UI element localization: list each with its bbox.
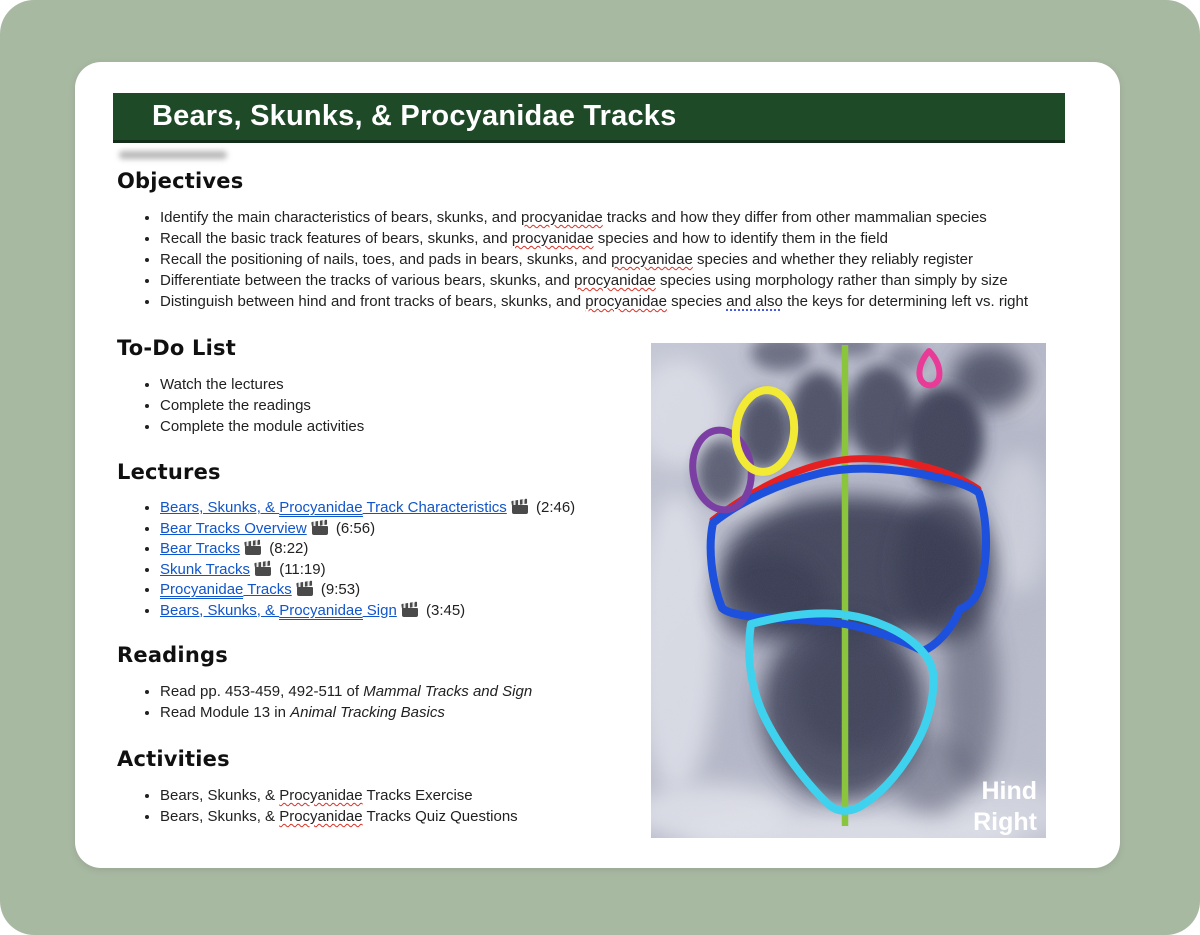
- lecture-link[interactable]: Bears, Skunks, &: [160, 499, 280, 516]
- title-banner: [113, 93, 1065, 143]
- clapperboard-icon: [402, 603, 418, 617]
- text-segment: Complete the readings: [160, 397, 311, 414]
- track-caption-hind: Hind: [981, 777, 1037, 805]
- text-segment: species: [666, 293, 727, 310]
- track-caption-right: Right: [973, 808, 1037, 836]
- lecture-link[interactable]: Skunk Tracks: [160, 560, 251, 578]
- objective-item: [160, 291, 1079, 312]
- lecture-link[interactable]: Procyanidae: [279, 499, 363, 516]
- text-segment: Distinguish between hind and front tracks of bears, skunks, and: [160, 293, 586, 310]
- snow-grain: [651, 343, 1046, 838]
- page-title: Bears, Skunks, & Procyanidae Tracks: [152, 100, 677, 132]
- banner-shadow-smudge: [119, 151, 227, 159]
- text-segment: Differentiate between the tracks of various bears, skunks, and: [160, 272, 575, 289]
- text-segment: Identify the main characteristics of bears, skunks, and: [160, 209, 522, 226]
- track-photo: [651, 343, 1046, 838]
- text-segment: Read Module 13 in: [160, 704, 291, 721]
- content-card: [75, 62, 1120, 868]
- lecture-link[interactable]: Bear Tracks Overview: [160, 519, 307, 537]
- clapperboard-icon: [512, 500, 528, 514]
- objective-item: [160, 228, 1079, 249]
- text-segment: procyanidae: [574, 272, 656, 289]
- text-segment: procyanidae: [611, 251, 693, 268]
- text-segment: (3:45): [421, 601, 466, 619]
- todo-heading: To-Do List: [117, 336, 236, 360]
- objective-item: [160, 249, 1079, 270]
- text-segment: procyanidae: [585, 293, 667, 310]
- lectures-heading: Lectures: [117, 460, 221, 484]
- activities-heading: Activities: [117, 747, 230, 771]
- objectives-list: [117, 207, 1079, 312]
- text-segment: Read pp. 453-459, 492-511 of: [160, 683, 364, 700]
- objective-item: [160, 207, 1079, 228]
- objective-item: [160, 270, 1079, 291]
- clapperboard-icon: [297, 582, 313, 596]
- text-segment: Tracks Quiz Questions: [362, 808, 518, 825]
- bear-hind-track-image: [651, 343, 1046, 838]
- lecture-link[interactable]: Bears, Skunks, &: [160, 601, 280, 619]
- text-segment: Recall the basic track features of bears, skunks, and: [160, 230, 512, 247]
- text-segment: species and whether they reliably register: [692, 251, 973, 268]
- clapperboard-icon: [312, 521, 328, 535]
- text-segment: Recall the positioning of nails, toes, and pads in bears, skunks, and: [160, 251, 612, 268]
- lecture-link[interactable]: Bear Tracks: [160, 540, 241, 557]
- section-objectives: [117, 168, 1079, 312]
- text-segment: Tracks Exercise: [362, 787, 473, 804]
- text-segment: Mammal Tracks and Sign: [363, 683, 533, 700]
- text-segment: procyanidae: [511, 230, 594, 247]
- clapperboard-icon: [255, 562, 271, 576]
- clapperboard-icon: [245, 541, 261, 555]
- text-segment: Bears, Skunks, &: [160, 808, 280, 825]
- text-segment: (2:46): [531, 499, 576, 516]
- text-segment: Procyanidae: [279, 787, 363, 804]
- text-segment: (8:22): [265, 540, 309, 557]
- text-segment: Procyanidae: [279, 808, 363, 825]
- lecture-link[interactable]: Procyanidae: [279, 601, 363, 619]
- text-segment: species and how to identify them in the field: [593, 230, 888, 247]
- text-segment: Complete the module activities: [160, 418, 365, 435]
- text-segment: species using morphology rather than simply by size: [655, 272, 1008, 289]
- text-segment: (6:56): [331, 519, 376, 537]
- text-segment: and also: [726, 293, 783, 310]
- text-segment: Watch the lectures: [160, 376, 284, 393]
- text-segment: the keys for determining left vs. right: [782, 293, 1029, 310]
- readings-heading: Readings: [117, 643, 228, 667]
- text-segment: (9:53): [316, 581, 361, 598]
- lecture-link[interactable]: Tracks: [243, 581, 292, 598]
- text-segment: procyanidae: [521, 209, 603, 226]
- lecture-link[interactable]: Sign: [362, 601, 397, 619]
- text-segment: Bears, Skunks, &: [160, 787, 280, 804]
- objectives-heading: Objectives: [117, 169, 244, 193]
- text-segment: tracks and how they differ from other mammalian species: [602, 209, 987, 226]
- lecture-link[interactable]: Procyanidae: [160, 581, 244, 598]
- text-segment: (11:19): [275, 560, 326, 578]
- lecture-link[interactable]: Track Characteristics: [362, 499, 507, 516]
- text-segment: Animal Tracking Basics: [290, 704, 445, 721]
